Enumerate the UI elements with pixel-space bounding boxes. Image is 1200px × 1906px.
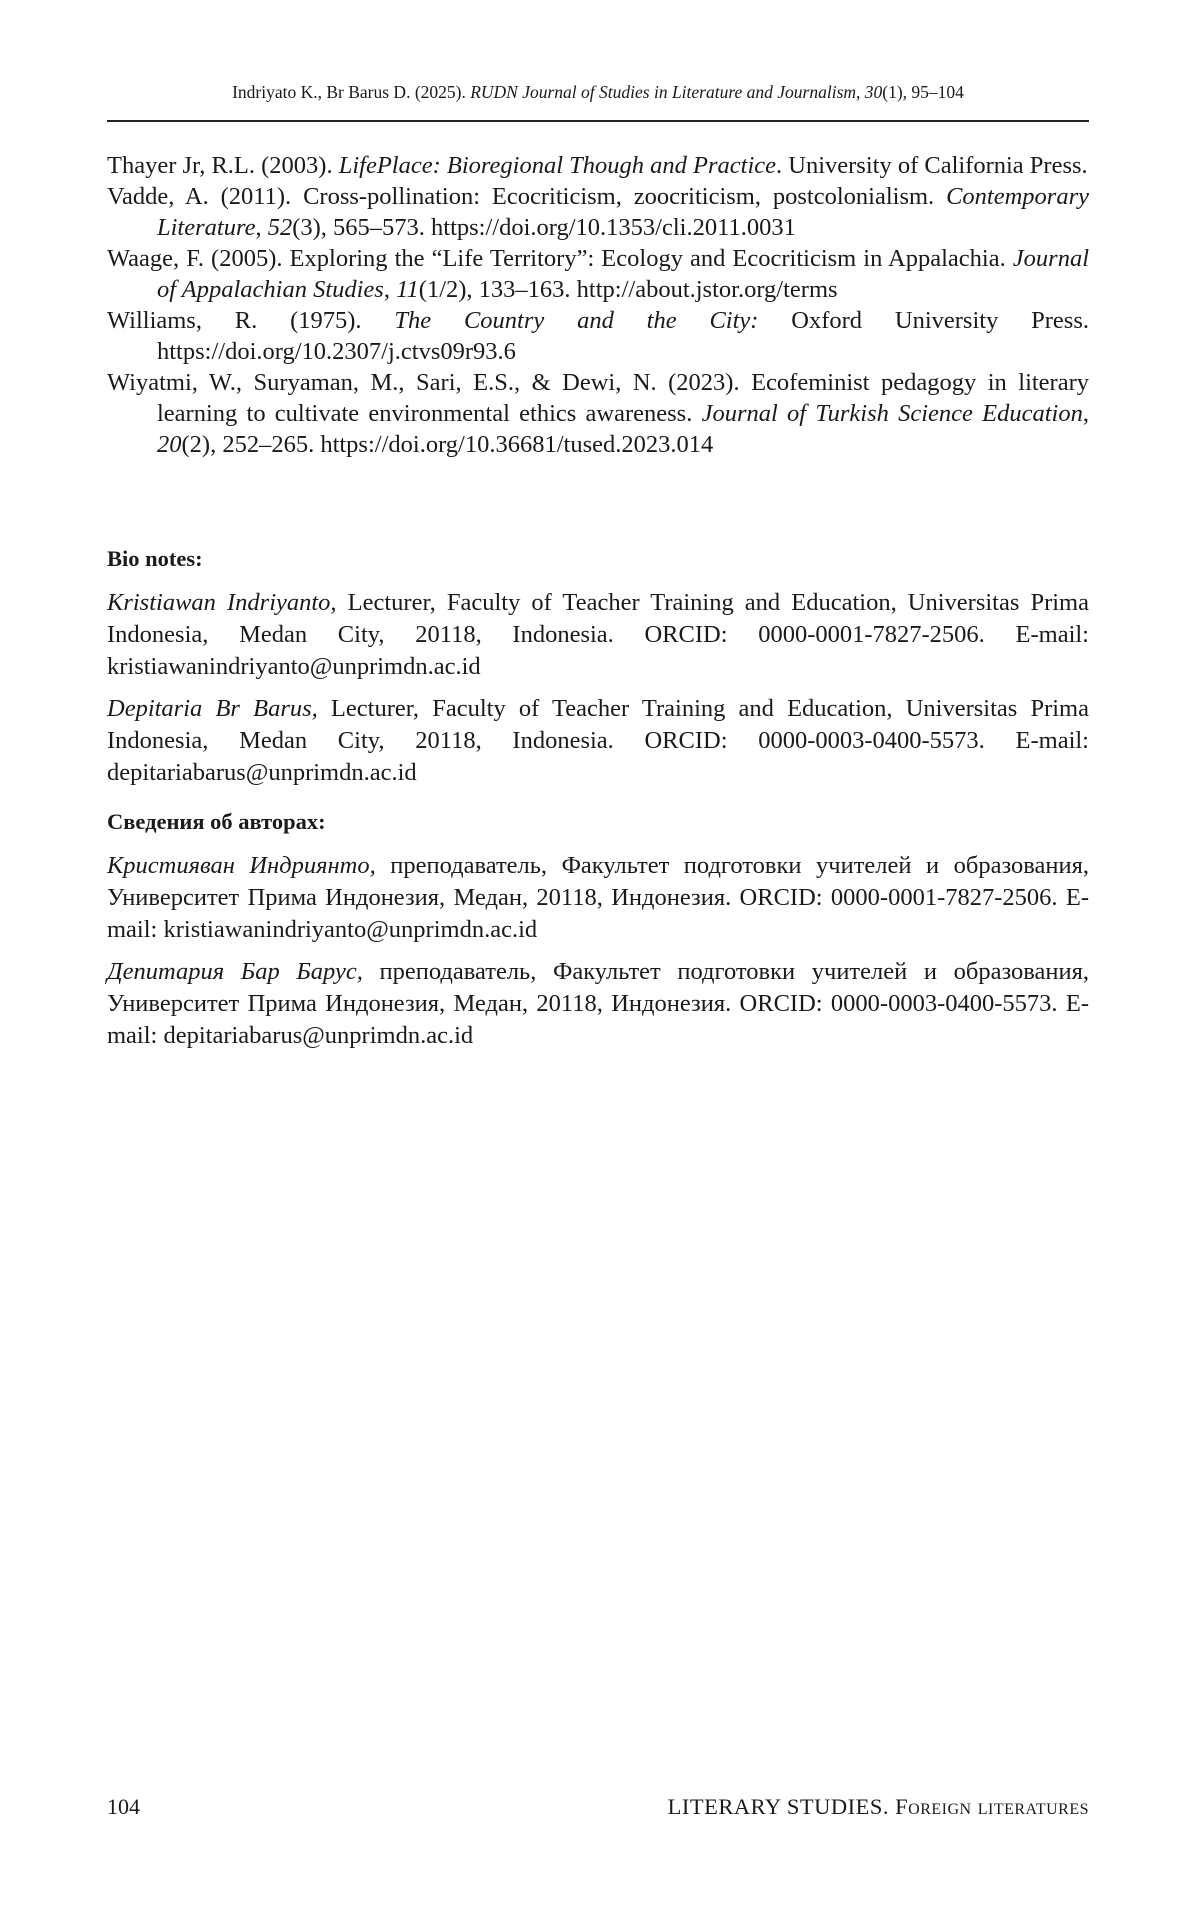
bio-author-text: преподаватель, Факультет подготовки учителей и образования, Университет Прима Индонезия, Медан, 20118, Индонезия. ORCID: 0000-0001-7827-2506. E-mail: kristiawanindriyanto@unprimdn.ac.id xyxy=(107,852,1089,943)
bio-notes-section xyxy=(107,545,1089,799)
reference-text: . University of California Press. xyxy=(776,152,1088,179)
section-footer xyxy=(668,1793,1089,1821)
bio-author-name: Депитария Бар Барус, xyxy=(107,958,363,985)
bio-entry xyxy=(107,850,1089,946)
header-volume: 30 xyxy=(864,82,883,102)
reference-text: Vadde, A. (2011). Cross-pollination: Ecocriticism, zoocriticism, postcolonialism. xyxy=(107,183,947,210)
page-number: 104 xyxy=(107,1794,140,1819)
reference-item xyxy=(107,367,1089,460)
reference-item xyxy=(107,305,1089,367)
reference-list xyxy=(107,150,1089,460)
reference-text: Thayer Jr, R.L. (2003). xyxy=(107,152,339,179)
bio-author-name: Depitaria Br Barus, xyxy=(107,695,318,722)
header-authors-year: Indriyato K., Br Barus D. (2025). xyxy=(232,82,471,102)
bio-notes-title: Bio notes: xyxy=(107,546,203,571)
bio-entry xyxy=(107,587,1089,683)
header-sep: , xyxy=(856,82,865,102)
reference-item xyxy=(107,243,1089,305)
reference-text: (1/2), 133–163. http://about.jstor.org/terms xyxy=(418,276,838,303)
footer-section-main: LITERARY STUDIES. xyxy=(667,1794,896,1819)
reference-volume: 52 xyxy=(267,214,293,241)
reference-journal: Journal of Appalachian Studies xyxy=(157,245,1089,303)
reference-text: (3), 565–573. https://doi.org/10.1353/cli.2011.0031 xyxy=(292,214,796,241)
reference-journal: Journal of Turkish Science Education xyxy=(701,400,1083,427)
reference-text: , xyxy=(255,214,268,241)
reference-title: LifePlace: Bioregional Though and Practice xyxy=(338,152,777,179)
header-issue-pages: (1), 95–104 xyxy=(882,82,964,102)
bio-entry xyxy=(107,956,1089,1052)
reference-text: Williams, R. (1975). xyxy=(107,307,395,334)
reference-text: (2), 252–265. https://doi.org/10.36681/tused.2023.014 xyxy=(181,431,714,458)
reference-title: The Country and the City: xyxy=(394,307,759,334)
bio-author-text: Lecturer, Faculty of Teacher Training and Education, Universitas Prima Indonesia, Medan City, 20118, Indonesia. ORCID: 0000-0003-0400-5573. E-mail: depitariabarus@unprimdn.ac.id xyxy=(107,695,1089,786)
reference-volume: 11 xyxy=(396,276,419,303)
bio-author-text: преподаватель, Факультет подготовки учителей и образования, Университет Прима Индонезия, Медан, 20118, Индонезия. ORCID: 0000-0003-0400-5573. E-mail: depitariabarus@unprimdn.ac.id xyxy=(107,958,1090,1049)
running-header xyxy=(107,80,1089,104)
header-rule xyxy=(107,120,1089,122)
reference-item xyxy=(107,150,1089,181)
bio-author-name: Kristiawan Indriyanto, xyxy=(107,589,337,616)
reference-text: , xyxy=(1082,400,1089,427)
reference-text: Oxford University Press. https://doi.org/10.2307/j.ctvs09r93.6 xyxy=(157,307,1090,365)
reference-volume: 20 xyxy=(157,431,182,458)
authors-ru-section xyxy=(107,808,1089,1062)
reference-text: Wiyatmi, W., Suryaman, M., Sari, E.S., & Dewi, N. (2023). Ecofeminist pedagogy in literary learning to cultivate environmental ethics awareness. xyxy=(107,369,1089,427)
footer-section-cap: F xyxy=(895,1794,909,1819)
header-journal: RUDN Journal of Studies in Literature and Journalism xyxy=(470,82,857,102)
reference-journal: Contemporary Literature xyxy=(157,183,1089,241)
bio-author-name: Кристияван Индриянто, xyxy=(107,852,376,879)
bio-entry xyxy=(107,693,1089,789)
bio-author-text: Lecturer, Faculty of Teacher Training and Education, Universitas Prima Indonesia, Medan City, 20118, Indonesia. ORCID: 0000-0001-7827-2506. E-mail: kristiawanindriyanto@unprimdn.ac.id xyxy=(107,589,1089,680)
reference-text: Waage, F. (2005). Exploring the “Life Territory”: Ecology and Ecocriticism in Appalachia. xyxy=(107,245,1013,272)
footer-section-rest: oreign literatures xyxy=(908,1794,1089,1819)
reference-text: , xyxy=(383,276,397,303)
authors-ru-title: Сведения об авторах: xyxy=(107,809,326,834)
reference-item xyxy=(107,181,1089,243)
